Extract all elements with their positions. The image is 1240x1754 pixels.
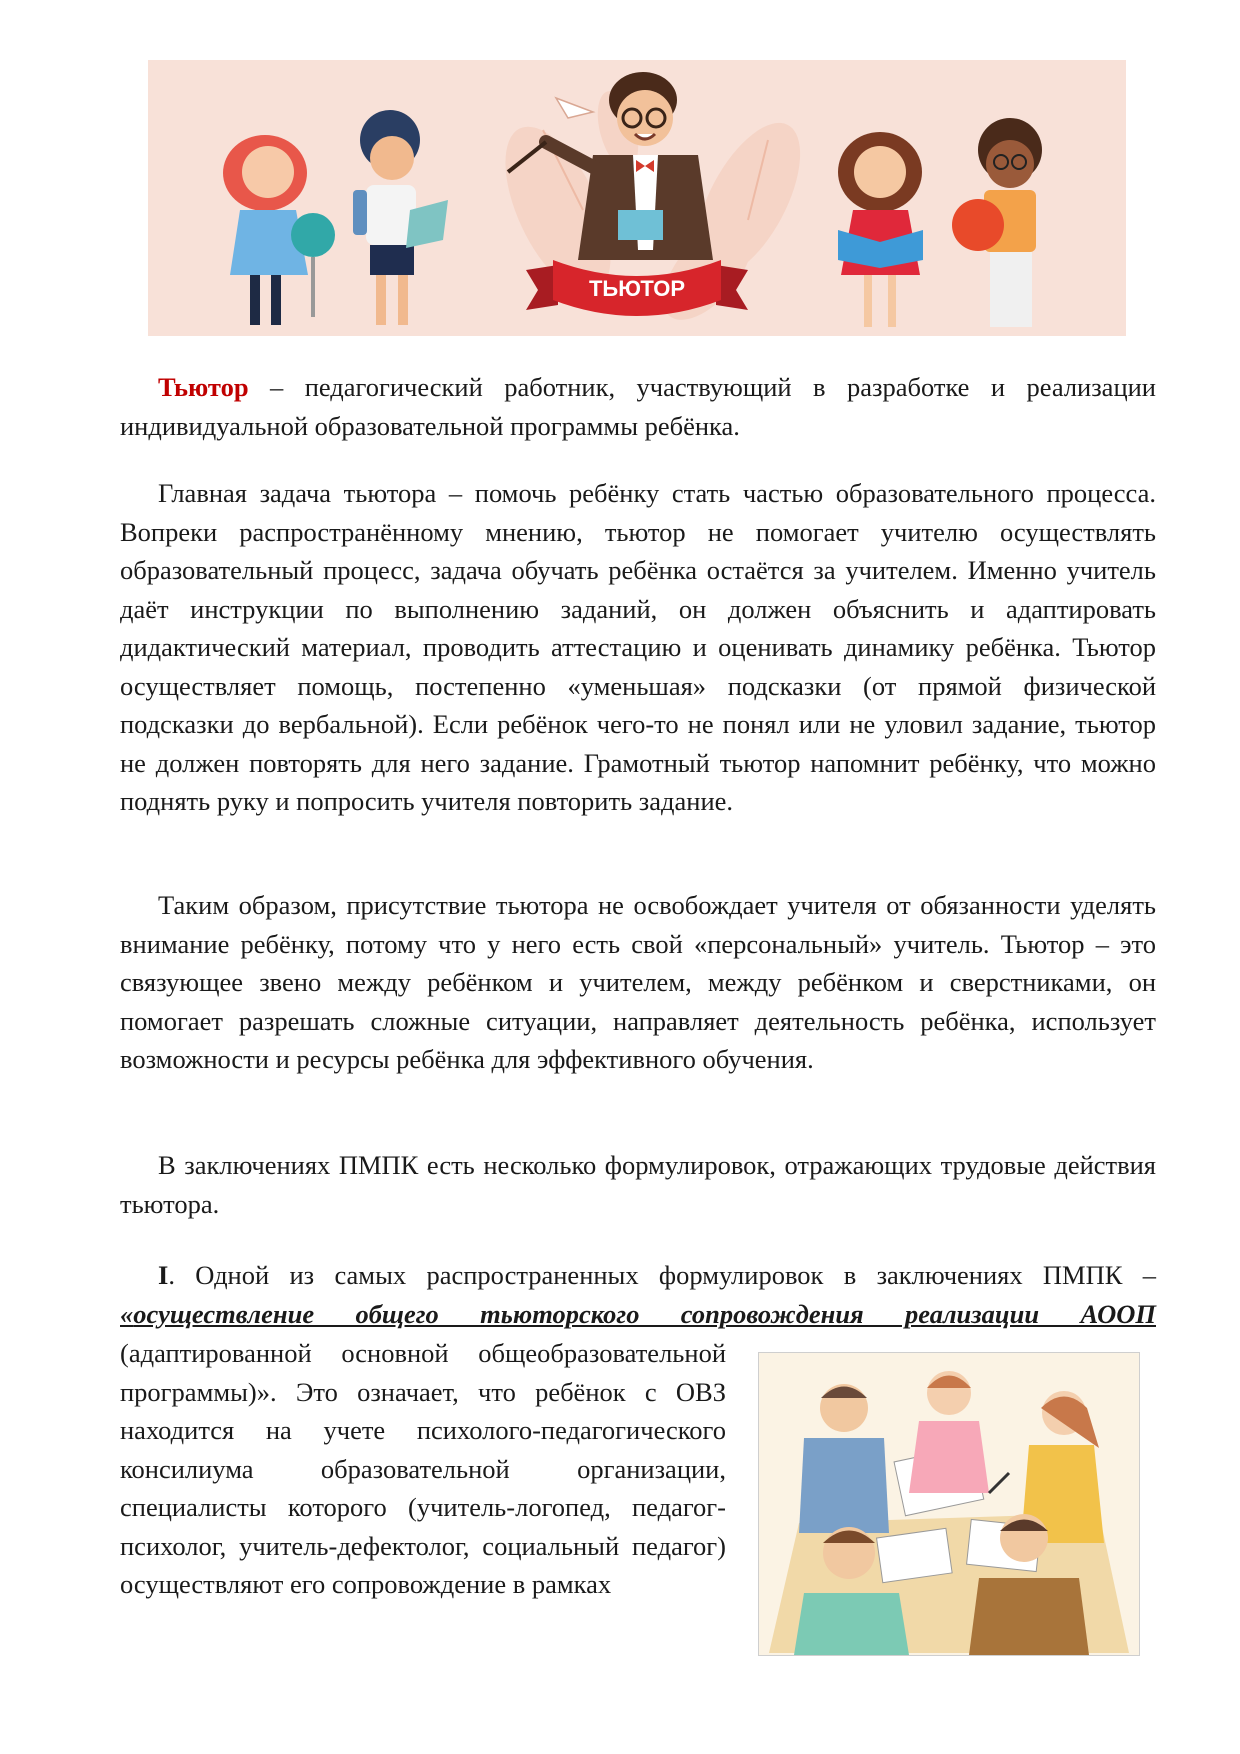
tutor-banner bbox=[148, 60, 1126, 336]
girl-with-globe bbox=[223, 135, 335, 325]
continuation-text: (адаптированной основной общеобразовательной программы)». Это означает, что ребёнок с ОВЗ находится на учете психолого-педагогического консилиума образовательной организации, специалисты которого (учитель-логопед, педагог-психолог, учитель-дефектолог, социальный педагог) осуществляют его сопровождение в рамках bbox=[120, 1338, 726, 1599]
paragraph-item-one bbox=[120, 1256, 1156, 1333]
meeting-drawing bbox=[759, 1353, 1139, 1655]
item-intro-text: . Одной из самых распространенных формулировок в заключениях ПМПК – bbox=[168, 1260, 1156, 1290]
banner-illustration bbox=[148, 60, 1126, 336]
meeting-illustration bbox=[758, 1352, 1140, 1656]
quote-open: « bbox=[120, 1298, 134, 1329]
ribbon-label: ТЬЮТОР bbox=[588, 276, 686, 301]
ribbon bbox=[526, 260, 748, 316]
girl-reading bbox=[838, 132, 923, 327]
paragraph-pmpk bbox=[120, 1146, 1156, 1223]
paragraph-conclusion bbox=[120, 886, 1156, 1079]
term-tutor: Тьютор bbox=[158, 372, 249, 402]
paragraph-main-task bbox=[120, 474, 1156, 821]
conclusion-text: Таким образом, присутствие тьютора не освобождает учителя от обязанности уделять внимание ребёнку, потому что у него есть свой «персональный» учитель. Тьютор – это связующее звено между ребёнком и учителем, между ребёнком и сверстниками, он помогает разрешать сложные ситуации, направляет деятельность ребёнка, использует возможности и ресурсы ребёнка для эффективного обучения. bbox=[120, 890, 1156, 1074]
paragraph-item-one-continued bbox=[120, 1334, 726, 1604]
item-numeral: I bbox=[158, 1260, 169, 1290]
main-task-text: Главная задача тьютора – помочь ребёнку стать частью образовательного процесса. Вопреки распространённому мнению, тьютор не помогает учителю осуществлять образовательный процесс, задача обучать ребёнка остаётся за учителем. Именно учитель даёт инструкции по выполнению заданий, он должен объяснить и адаптировать дидактический материал, проводить аттестацию и оценивать динамику ребёнка. Тьютор осуществляет помощь, постепенно «уменьшая» подсказки (от прямой физической подсказки до вербальной). Если ребёнок чего-то не понял или не уловил задание, тьютор не должен повторять для него задание. Грамотный тьютор напомнит ребёнку, что можно поднять руку и попросить учителя повторить задание. bbox=[120, 478, 1156, 816]
definition-text: – педагогический работник, участвующий в разработке и реализации индивидуальной образовательной программы ребёнка. bbox=[120, 372, 1156, 441]
emphasized-phrase: осуществление общего тьюторского сопровождения реализации АООП bbox=[133, 1298, 1156, 1329]
boy-with-glasses bbox=[952, 118, 1042, 327]
boy-with-book bbox=[353, 110, 448, 325]
pmpk-text: В заключениях ПМПК есть несколько формулировок, отражающих трудовые действия тьютора. bbox=[120, 1150, 1156, 1219]
paragraph-definition bbox=[120, 368, 1156, 445]
